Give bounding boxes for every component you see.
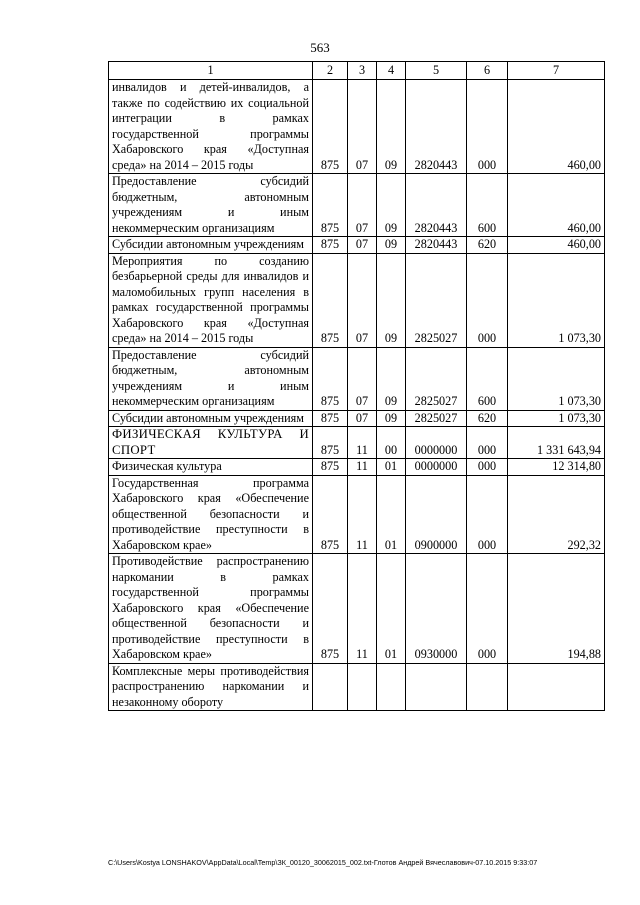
row-amount: 460,00 (508, 174, 605, 237)
row-expense-type: 000 (467, 253, 508, 347)
row-article (406, 663, 467, 711)
row-amount (508, 663, 605, 711)
row-subsection: 09 (377, 347, 406, 410)
row-article: 2825027 (406, 253, 467, 347)
row-name: Субсидии автономным учреждениям (109, 410, 313, 427)
row-amount: 460,00 (508, 80, 605, 174)
row-amount: 1 073,30 (508, 410, 605, 427)
table-row (109, 253, 605, 347)
row-ministry: 875 (313, 554, 348, 664)
row-amount: 1 073,30 (508, 347, 605, 410)
row-section: 07 (348, 174, 377, 237)
row-article: 0000000 (406, 459, 467, 476)
row-article: 2825027 (406, 347, 467, 410)
row-name: инвалидов и детей-инвалидов, а также по содействию их социальной интеграции в рамках государственной программы Хабаровского края «Доступная среда» на 2014 – 2015 годы (109, 80, 313, 174)
row-section: 07 (348, 253, 377, 347)
row-expense-type: 000 (467, 80, 508, 174)
footer-path: C:\Users\Kostya LONSHAKOV\AppData\Local\Temp\ЗК_00120_30062015_002.txt-Глотов Андрей Вячеславович-07.10.2015 9:33:07 (108, 858, 538, 867)
row-expense-type (467, 663, 508, 711)
row-subsection (377, 663, 406, 711)
row-amount: 1 073,30 (508, 253, 605, 347)
row-expense-type: 620 (467, 237, 508, 254)
row-article: 2820443 (406, 237, 467, 254)
row-amount: 12 314,80 (508, 459, 605, 476)
row-expense-type: 620 (467, 410, 508, 427)
header-row (109, 62, 605, 80)
row-section: 11 (348, 459, 377, 476)
row-ministry: 875 (313, 459, 348, 476)
row-ministry: 875 (313, 174, 348, 237)
column-header-4: 4 (377, 62, 406, 80)
row-subsection: 01 (377, 459, 406, 476)
row-ministry: 875 (313, 80, 348, 174)
row-ministry: 875 (313, 475, 348, 554)
table-row (109, 554, 605, 664)
row-section (348, 663, 377, 711)
row-article: 2820443 (406, 174, 467, 237)
row-section: 11 (348, 475, 377, 554)
row-subsection: 01 (377, 554, 406, 664)
row-ministry: 875 (313, 347, 348, 410)
row-expense-type: 000 (467, 427, 508, 459)
column-header-6: 6 (467, 62, 508, 80)
row-subsection: 09 (377, 237, 406, 254)
row-name: Предоставление субсидий бюджетным, автономным учреждениям и иным некоммерческим организациям (109, 174, 313, 237)
row-amount: 292,32 (508, 475, 605, 554)
row-name: Государственная программа Хабаровского края «Обеспечение общественной безопасности и противодействие преступности в Хабаровском крае» (109, 475, 313, 554)
row-ministry: 875 (313, 253, 348, 347)
column-header-3: 3 (348, 62, 377, 80)
row-amount: 460,00 (508, 237, 605, 254)
row-section: 07 (348, 237, 377, 254)
table-row (109, 174, 605, 237)
row-ministry: 875 (313, 410, 348, 427)
row-name: Противодействие распространению наркомании в рамках государственной программы Хабаровского края «Обеспечение общественной безопасности и противодействие преступности в Хабаровском крае» (109, 554, 313, 664)
row-expense-type: 000 (467, 475, 508, 554)
row-subsection: 00 (377, 427, 406, 459)
row-subsection: 09 (377, 80, 406, 174)
column-header-5: 5 (406, 62, 467, 80)
budget-table (108, 61, 605, 711)
row-ministry (313, 663, 348, 711)
row-subsection: 09 (377, 174, 406, 237)
table-row (109, 80, 605, 174)
row-section: 11 (348, 554, 377, 664)
table-row (109, 459, 605, 476)
row-expense-type: 000 (467, 459, 508, 476)
row-name: Мероприятия по созданию безбарьерной среды для инвалидов и маломобильных групп населения в рамках государственной программы Хабаровского края «Доступная среда» на 2014 – 2015 годы (109, 253, 313, 347)
row-article: 0000000 (406, 427, 467, 459)
table-row (109, 237, 605, 254)
column-header-2: 2 (313, 62, 348, 80)
row-name: ФИЗИЧЕСКАЯ КУЛЬТУРА И СПОРТ (109, 427, 313, 459)
row-expense-type: 600 (467, 174, 508, 237)
row-ministry: 875 (313, 427, 348, 459)
row-name: Субсидии автономным учреждениям (109, 237, 313, 254)
row-expense-type: 000 (467, 554, 508, 664)
table-row (109, 475, 605, 554)
column-header-1: 1 (109, 62, 313, 80)
row-name: Комплексные меры противодействия распространению наркомании и незаконному обороту (109, 663, 313, 711)
table-row (109, 410, 605, 427)
column-header-7: 7 (508, 62, 605, 80)
row-amount: 1 331 643,94 (508, 427, 605, 459)
row-expense-type: 600 (467, 347, 508, 410)
table-row (109, 347, 605, 410)
row-article: 0930000 (406, 554, 467, 664)
table-row (109, 663, 605, 711)
row-article: 2825027 (406, 410, 467, 427)
row-subsection: 09 (377, 410, 406, 427)
row-article: 2820443 (406, 80, 467, 174)
row-section: 07 (348, 410, 377, 427)
row-amount: 194,88 (508, 554, 605, 664)
page-number: 563 (310, 40, 330, 55)
table-row (109, 427, 605, 459)
row-section: 07 (348, 347, 377, 410)
row-subsection: 01 (377, 475, 406, 554)
row-section: 11 (348, 427, 377, 459)
row-subsection: 09 (377, 253, 406, 347)
row-section: 07 (348, 80, 377, 174)
row-article: 0900000 (406, 475, 467, 554)
row-name: Предоставление субсидий бюджетным, автономным учреждениям и иным некоммерческим организациям (109, 347, 313, 410)
row-name: Физическая культура (109, 459, 313, 476)
row-ministry: 875 (313, 237, 348, 254)
